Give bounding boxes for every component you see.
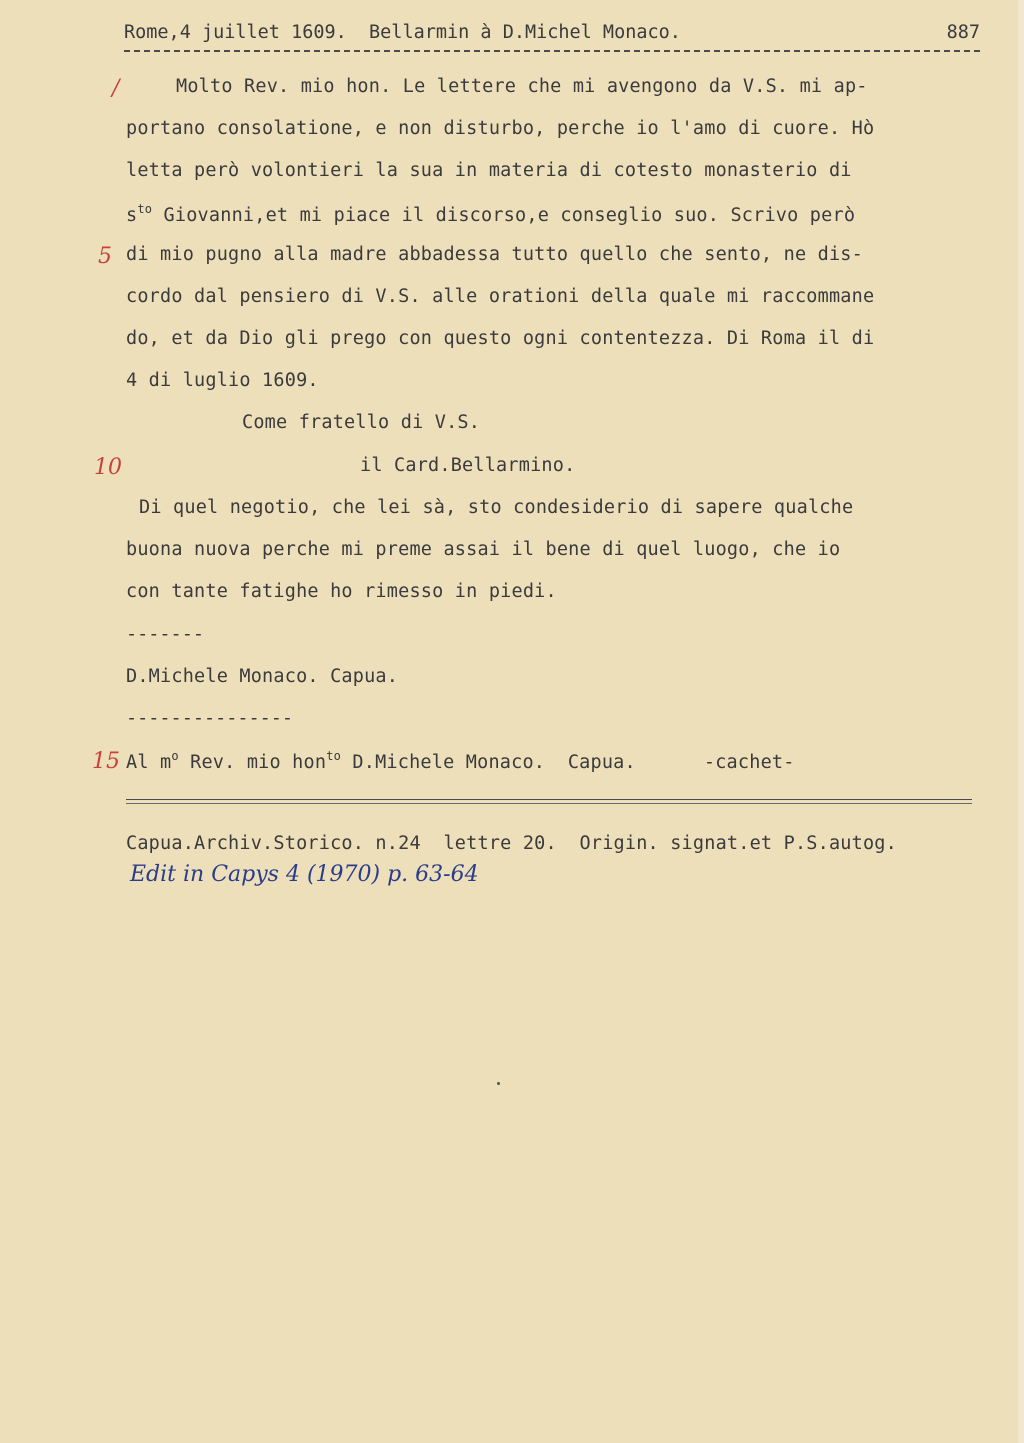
margin-mark-5: 5 bbox=[98, 244, 112, 269]
page-number: 887 bbox=[946, 22, 980, 43]
address-superscript-1: o bbox=[171, 749, 179, 763]
postscript-line-2: buona nuova perche mi preme assai il bene di quel luogo, che io bbox=[126, 539, 841, 560]
letter-line-2: portano consolatione, e non disturbo, perche io l'amo di cuore. Hò bbox=[126, 118, 875, 139]
paper-speck bbox=[497, 1082, 500, 1085]
closing-rule-secondary bbox=[126, 803, 972, 804]
letter-line-4-text: Giovanni,et mi piace il discorso,e conseglio suo. Scrivo però bbox=[152, 205, 856, 226]
margin-mark-15: 15 bbox=[92, 749, 120, 774]
letter-signature: il Card.Bellarmino. bbox=[360, 455, 576, 476]
letter-line-4-s: s bbox=[126, 205, 138, 226]
separator-long: --------------- bbox=[126, 708, 294, 729]
margin-mark-1: / bbox=[112, 76, 120, 101]
letter-closing: Come fratello di V.S. bbox=[242, 412, 481, 433]
postscript-line-1: Di quel negotio, che lei sà, sto condesiderio di sapere qualche bbox=[139, 497, 854, 518]
address-superscript-2: to bbox=[326, 749, 342, 763]
postscript-line-3: con tante fatighe ho rimesso in piedi. bbox=[126, 581, 557, 602]
page-edge bbox=[1018, 0, 1024, 1443]
address-part-1: Al m bbox=[126, 752, 172, 773]
address-part-2: Rev. mio hon bbox=[178, 752, 327, 773]
letter-line-3: letta però volontieri la sua in materia di cotesto monasterio di bbox=[126, 160, 852, 181]
address-part-3: D.Michele Monaco. Capua. -cachet- bbox=[341, 752, 795, 773]
recipient-line: D.Michele Monaco. Capua. bbox=[126, 666, 399, 687]
address-line bbox=[126, 749, 795, 773]
margin-mark-10: 10 bbox=[94, 455, 122, 480]
letter-line-7: do, et da Dio gli prego con questo ogni contentezza. Di Roma il di bbox=[126, 328, 875, 349]
handwritten-note: Edit in Capys 4 (1970) p. 63-64 bbox=[130, 862, 479, 887]
page-header bbox=[124, 22, 980, 50]
closing-rule bbox=[126, 799, 972, 800]
letter-line-5: di mio pugno alla madre abbadessa tutto quello che sento, ne dis- bbox=[126, 244, 863, 265]
separator-short: ------- bbox=[126, 624, 204, 645]
letter-line-1: Molto Rev. mio hon. Le lettere che mi avengono da V.S. mi ap- bbox=[176, 76, 868, 97]
letter-line-4-superscript: to bbox=[137, 202, 153, 216]
header-dashed-rule bbox=[124, 50, 980, 52]
archive-note: Capua.Archiv.Storico. n.24 lettre 20. Origin. signat.et P.S.autog. bbox=[126, 833, 897, 854]
letter-line-8: 4 di luglio 1609. bbox=[126, 370, 319, 391]
header-title: Rome,4 juillet 1609. Bellarmin à D.Michel Monaco. bbox=[124, 22, 681, 43]
letter-line-6: cordo dal pensiero di V.S. alle orationi della quale mi raccommane bbox=[126, 286, 875, 307]
letter-line-4 bbox=[126, 202, 855, 226]
